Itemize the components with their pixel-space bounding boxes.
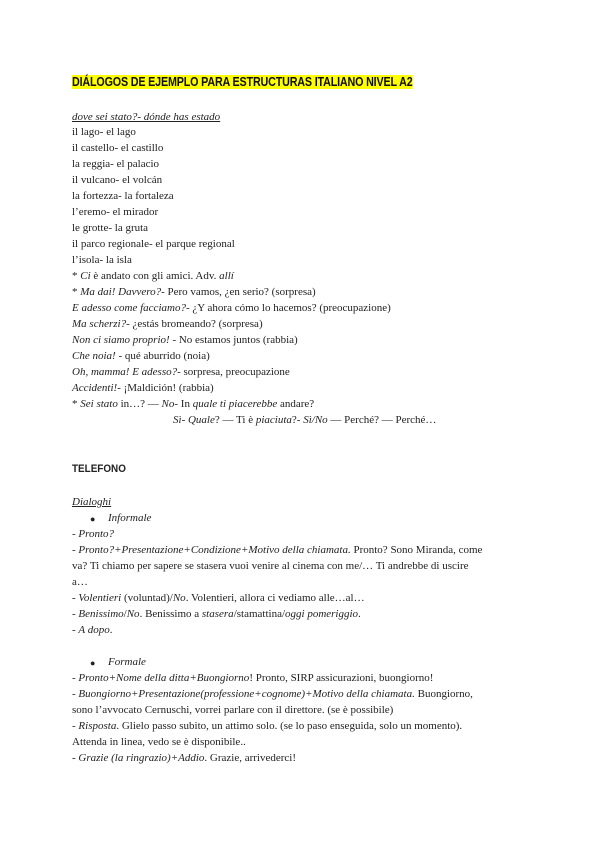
text-run: Quale — [187, 414, 215, 426]
text-run: quale — [192, 398, 218, 410]
text-run: - ¿estás bromeando? (sorpresa) — [126, 318, 263, 330]
phrase-line — [72, 381, 214, 395]
text-run: * — [72, 398, 81, 410]
text-run: No — [172, 592, 186, 604]
text-run: stasera — [201, 608, 234, 620]
document-title — [72, 75, 413, 89]
dialogue-line — [72, 623, 112, 637]
text-run: ? — Ti è — [214, 414, 256, 426]
text-run: allí — [219, 270, 234, 282]
text-run: . Benissimo a — [139, 608, 202, 620]
text-run: - — [72, 608, 79, 620]
vocab-line: l’isola- la isla — [72, 254, 132, 266]
text-run: - — [72, 672, 79, 684]
dialogue-line: sono l’avvocato Cernuschi, vorrei parlare con il direttore. (se è possibile) — [72, 704, 394, 716]
phrase-line — [72, 365, 290, 379]
text-run: - — [72, 752, 79, 764]
text-run: Buongiorno, — [414, 688, 473, 700]
text-run: Buongiorno+Presentazione(professione+cognome)+Motivo della chiamata. — [78, 688, 415, 700]
text-run: andare? — [277, 398, 315, 410]
bullet-icon: ● — [90, 514, 96, 524]
text-run: Ma dai! Davvero? — [80, 286, 162, 298]
text-run: Grazie (la ringrazio)+Addio — [78, 752, 205, 764]
text-run: ! Pronto, SIRP assicurazioni, buongiorno! — [249, 672, 434, 684]
bullet-icon: ● — [90, 658, 96, 668]
vocab-line: il parco regionale- el parque regional — [72, 238, 235, 250]
vocab-line: il vulcano- el volcán — [72, 174, 163, 186]
dialogue-line — [72, 719, 462, 733]
text-run: Che noia! — [72, 350, 116, 362]
text-run: Ma scherzi? — [72, 318, 127, 330]
vocab-line: il lago- el lago — [72, 126, 136, 138]
section-heading-telefono: TELEFONO — [72, 463, 126, 475]
section-heading-dove-sei-stato: dove sei stato?- dónde has estado — [72, 111, 221, 123]
phrase-line — [72, 285, 316, 299]
dialogue-line — [72, 543, 482, 557]
text-run: — Perché? — Perché… — [327, 414, 437, 426]
title-text: DIÁLOGOS DE EJEMPLO PARA ESTRUCTURAS ITALIANO NIVEL A2 — [72, 75, 413, 89]
text-run: - In — [174, 398, 193, 410]
text-run: Ci — [80, 270, 91, 282]
text-run: Pronto? Sono Miranda, come — [350, 544, 483, 556]
text-run: - — [72, 544, 79, 556]
text-run: Accidenti! — [72, 382, 118, 394]
text-run: Sei stato — [80, 398, 118, 410]
text-run: Oh, mamma! E adesso? — [72, 366, 178, 378]
dialogue-line — [72, 751, 296, 765]
text-run: (voluntad)/ — [121, 592, 173, 604]
text-run: Pronto+Nome della ditta+Buongiorno — [78, 672, 250, 684]
text-run: - — [72, 720, 79, 732]
dialogue-line: Attenda in linea, vedo se è disponibile.. — [72, 736, 246, 748]
text-run: è andato con gli amici. Adv. — [90, 270, 220, 282]
text-run: Pronto?+Presentazione+Condizione+Motivo della chiamata. — [78, 544, 351, 556]
phrase-line — [72, 349, 210, 363]
text-run: * — [72, 286, 81, 298]
text-run: . Glielo passo subito, un attimo solo. (se lo paso enseguida, solo un momento). — [116, 720, 463, 732]
text-run: A dopo — [78, 624, 110, 636]
text-run: oggi pomeriggio — [285, 608, 359, 620]
formale-label: Formale — [108, 656, 146, 668]
dialogue-line: va? Ti chiamo per sapere se stasera vuoi venire al cinema con me/… Ti andrebbe di uscire — [72, 560, 469, 572]
dialogue-line — [72, 687, 473, 701]
vocab-line: la fortezza- la fortaleza — [72, 190, 174, 202]
dialogue-line: a… — [72, 576, 88, 588]
text-run: - — [72, 624, 79, 636]
text-run: - Pero vamos, ¿en serio? (sorpresa) — [161, 286, 316, 298]
phrase-line — [72, 301, 391, 315]
text-run: piaciuta — [255, 414, 292, 426]
text-run: ?- — [291, 414, 304, 426]
dialogue-line — [72, 671, 433, 685]
phrase-line — [72, 269, 234, 283]
text-run: . — [358, 608, 361, 620]
text-run: . Volentieri, allora ci vediamo alle…al… — [185, 592, 365, 604]
text-run: No — [161, 398, 175, 410]
text-run: /stamattina/ — [233, 608, 286, 620]
vocab-line: il castello- el castillo — [72, 142, 164, 154]
dialogue-line: - Pronto? — [72, 528, 115, 540]
dialoghi-heading: Dialoghi — [72, 496, 112, 508]
text-run: - ¿Y ahora cómo lo hacemos? (preocupazione) — [185, 302, 391, 314]
text-run: * — [72, 270, 81, 282]
phrase-line — [173, 413, 436, 427]
text-run: - ¡Maldición! (rabbia) — [117, 382, 214, 394]
vocab-line: le grotte- la gruta — [72, 222, 149, 234]
phrase-line — [72, 317, 263, 331]
text-run: / — [123, 608, 127, 620]
text-run: Sì — [173, 414, 182, 426]
text-run: ti piacerebbe — [219, 398, 278, 410]
dialogue-line — [72, 591, 365, 605]
text-run: - — [72, 688, 79, 700]
text-run: No — [126, 608, 140, 620]
text-run: - No estamos juntos (rabbia) — [169, 334, 298, 346]
text-run: Benissimo — [78, 608, 124, 620]
text-run: . — [109, 624, 113, 636]
informale-label: Informale — [108, 512, 152, 524]
vocab-line: l’eremo- el mirador — [72, 206, 159, 218]
phrase-line — [72, 333, 298, 347]
text-run: . Grazie, arrivederci! — [204, 752, 297, 764]
text-run: Risposta — [78, 720, 117, 732]
text-run: - — [72, 592, 79, 604]
text-run: Volentieri — [78, 592, 122, 604]
text-run: Sì/No — [303, 414, 328, 426]
vocab-line: la reggia- el palacio — [72, 158, 160, 170]
phrase-line — [72, 397, 314, 411]
text-run: - qué aburrido (noia) — [115, 350, 210, 362]
dialogue-line — [72, 607, 361, 621]
text-run: in…? — — [117, 398, 162, 410]
text-run: - — [181, 414, 188, 426]
text-run: E adesso come facciamo? — [72, 302, 186, 314]
text-run: - sorpresa, preocupazione — [177, 366, 290, 378]
text-run: Non ci siamo proprio! — [72, 334, 170, 346]
